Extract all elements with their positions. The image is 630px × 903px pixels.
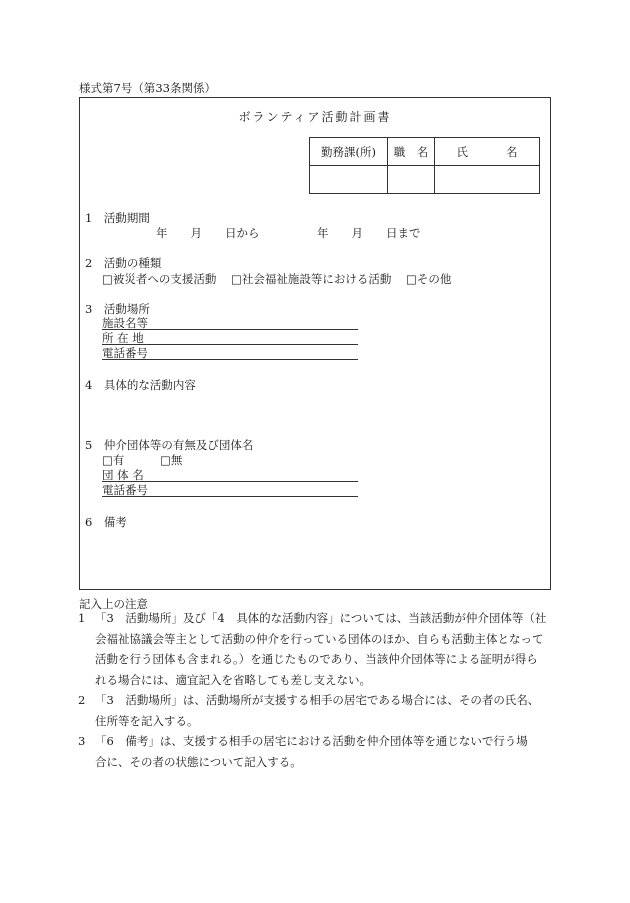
section-period-heading: 1 活動期間 xyxy=(85,211,150,225)
form-number: 様式第7号（第33条関係） xyxy=(79,81,216,95)
form-title: ボランティア活動計画書 xyxy=(238,110,392,124)
section-remarks-heading: 6 備考 xyxy=(85,515,127,529)
org-option-yes[interactable]: □有 xyxy=(102,453,125,467)
org-option-no[interactable]: □無 xyxy=(160,453,183,467)
staff-info-table xyxy=(309,137,540,194)
org-name-field[interactable]: 団 体 名 xyxy=(102,467,358,482)
dept-field[interactable] xyxy=(310,166,388,194)
remarks-field[interactable] xyxy=(102,532,532,582)
name-field[interactable] xyxy=(435,166,540,194)
section-type-heading: 2 活動の種類 xyxy=(85,256,162,270)
position-field[interactable] xyxy=(388,166,435,194)
position-header: 職 名 xyxy=(388,138,435,166)
content-field[interactable] xyxy=(102,395,532,430)
type-option-disaster[interactable]: □被災者への支援活動 xyxy=(102,272,217,286)
type-option-welfare[interactable]: □社会福祉施設等における活動 xyxy=(231,272,392,286)
section-place-heading: 3 活動場所 xyxy=(85,302,150,316)
type-option-other[interactable]: □その他 xyxy=(406,272,452,286)
name-header: 氏 名 xyxy=(435,138,540,166)
org-phone-field[interactable]: 電話番号 xyxy=(102,482,358,497)
period-line: 年 月 日から 年 月 日まで xyxy=(156,226,421,240)
note-1: 1 「3 活動場所」及び「4 具体的な活動内容」については、当該活動が仲介団体等（社 会福祉協議会等主として活動の仲介を行っている団体のほか、自らも活動主体となって 活動を行う団体も含まれる。）を通じたものであり、当該仲介団体等による証明が得ら れる場合には、適宜記入を省略しても差し支えない。 xyxy=(78,611,547,687)
place-phone-field[interactable]: 電話番号 xyxy=(102,345,358,360)
place-facility-field[interactable]: 施設名等 xyxy=(102,315,358,330)
place-address-field[interactable]: 所 在 地 xyxy=(102,330,358,345)
section-org-heading: 5 仲介団体等の有無及び団体名 xyxy=(85,438,254,452)
note-2: 2 「3 活動場所」は、活動場所が支援する相手の居宅である場合には、その者の氏名、 住所等を記入する。 xyxy=(78,693,540,728)
section-content-heading: 4 具体的な活動内容 xyxy=(85,378,196,392)
dept-header: 勤務課(所) xyxy=(310,138,388,166)
note-3: 3 「6 備考」は、支援する相手の居宅における活動を仲介団体等を通じないで行う場 合に、その者の状態について記入する。 xyxy=(78,734,528,769)
notes-title: 記入上の注意 xyxy=(79,597,148,611)
